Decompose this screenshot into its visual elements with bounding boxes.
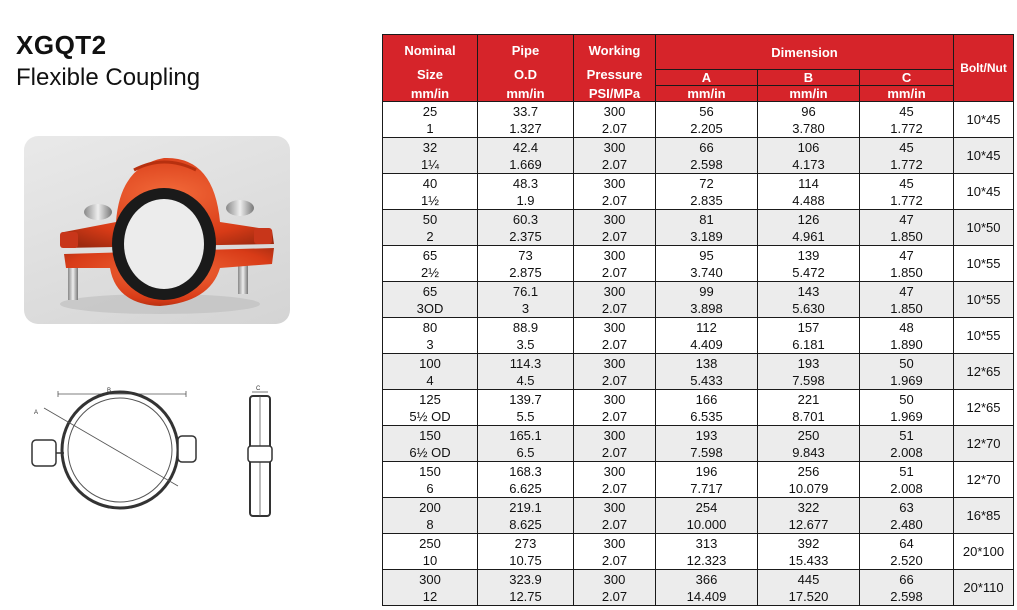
cell-dim-b: 114 4.488 <box>758 174 860 210</box>
cell-pressure: 300 2.07 <box>574 498 656 534</box>
cell-dim-b: 96 3.780 <box>758 102 860 138</box>
cell-dim-c: 51 2.008 <box>860 462 954 498</box>
cell-dim-a: 193 7.598 <box>656 426 758 462</box>
cell-bolt: 12*70 <box>954 426 1014 462</box>
spec-table <box>382 34 1014 606</box>
cell-pressure: 300 2.07 <box>574 426 656 462</box>
cell-dim-c: 66 2.598 <box>860 570 954 606</box>
cell-pressure: 300 2.07 <box>574 102 656 138</box>
cell-dim-c: 45 1.772 <box>860 102 954 138</box>
header-a-unit: mm/in <box>656 86 758 102</box>
cell-pressure: 300 2.07 <box>574 534 656 570</box>
table-row <box>383 570 1014 606</box>
cell-dim-c: 64 2.520 <box>860 534 954 570</box>
cell-bolt: 10*55 <box>954 318 1014 354</box>
cell-dim-a: 366 14.409 <box>656 570 758 606</box>
cell-od: 323.9 12.75 <box>478 570 574 606</box>
cell-dim-c: 50 1.969 <box>860 390 954 426</box>
cell-od: 219.1 8.625 <box>478 498 574 534</box>
product-model: XGQT2 <box>16 30 107 60</box>
cell-size: 80 3 <box>383 318 478 354</box>
cell-bolt: 12*70 <box>954 462 1014 498</box>
cell-size: 300 12 <box>383 570 478 606</box>
cell-dim-a: 138 5.433 <box>656 354 758 390</box>
cell-size: 200 8 <box>383 498 478 534</box>
cell-dim-b: 392 15.433 <box>758 534 860 570</box>
cell-size: 250 10 <box>383 534 478 570</box>
cell-size: 125 5½ OD <box>383 390 478 426</box>
cell-dim-b: 445 17.520 <box>758 570 860 606</box>
cell-pressure: 300 2.07 <box>574 138 656 174</box>
table-row <box>383 246 1014 282</box>
cell-dim-b: 106 4.173 <box>758 138 860 174</box>
cell-size: 100 4 <box>383 354 478 390</box>
label-c: C <box>256 386 261 392</box>
cell-dim-b: 250 9.843 <box>758 426 860 462</box>
cell-dim-b: 322 12.677 <box>758 498 860 534</box>
cell-od: 165.1 6.5 <box>478 426 574 462</box>
header-nominal: Nominal Size <box>383 35 478 86</box>
cell-dim-a: 112 4.409 <box>656 318 758 354</box>
cell-od: 73 2.875 <box>478 246 574 282</box>
table-row <box>383 318 1014 354</box>
cell-dim-a: 66 2.598 <box>656 138 758 174</box>
cell-dim-c: 51 2.008 <box>860 426 954 462</box>
cell-od: 114.3 4.5 <box>478 354 574 390</box>
cell-dim-a: 166 6.535 <box>656 390 758 426</box>
cell-od: 273 10.75 <box>478 534 574 570</box>
cell-size: 25 1 <box>383 102 478 138</box>
cell-dim-c: 47 1.850 <box>860 282 954 318</box>
cell-pressure: 300 2.07 <box>574 354 656 390</box>
cell-dim-c: 45 1.772 <box>860 174 954 210</box>
cell-dim-c: 63 2.480 <box>860 498 954 534</box>
cell-dim-c: 47 1.850 <box>860 246 954 282</box>
table-row <box>383 426 1014 462</box>
cell-dim-c: 47 1.850 <box>860 210 954 246</box>
header-dimension: Dimension <box>656 35 954 70</box>
table-row <box>383 102 1014 138</box>
product-photo <box>24 136 290 324</box>
label-b: B <box>107 388 112 394</box>
cell-bolt: 16*85 <box>954 498 1014 534</box>
cell-od: 42.4 1.669 <box>478 138 574 174</box>
header-b: B <box>758 70 860 86</box>
header-pressure-unit: PSI/MPa <box>574 86 656 102</box>
cell-dim-c: 48 1.890 <box>860 318 954 354</box>
cell-dim-b: 126 4.961 <box>758 210 860 246</box>
header-pipe-unit: mm/in <box>478 86 574 102</box>
cell-od: 60.3 2.375 <box>478 210 574 246</box>
header-working: Working Pressure <box>574 35 656 86</box>
cell-od: 88.9 3.5 <box>478 318 574 354</box>
cell-size: 50 2 <box>383 210 478 246</box>
coupling-side-drawing <box>244 384 276 520</box>
cell-pressure: 300 2.07 <box>574 210 656 246</box>
table-row <box>383 138 1014 174</box>
cell-dim-a: 313 12.323 <box>656 534 758 570</box>
header-nominal-unit: mm/in <box>383 86 478 102</box>
cell-od: 139.7 5.5 <box>478 390 574 426</box>
cell-pressure: 300 2.07 <box>574 462 656 498</box>
cell-size: 150 6½ OD <box>383 426 478 462</box>
cell-dim-a: 95 3.740 <box>656 246 758 282</box>
cell-dim-b: 157 6.181 <box>758 318 860 354</box>
cell-bolt: 10*55 <box>954 282 1014 318</box>
table-row <box>383 462 1014 498</box>
cell-bolt: 12*65 <box>954 354 1014 390</box>
cell-dim-b: 193 7.598 <box>758 354 860 390</box>
cell-dim-a: 72 2.835 <box>656 174 758 210</box>
cell-dim-b: 221 8.701 <box>758 390 860 426</box>
cell-dim-c: 45 1.772 <box>860 138 954 174</box>
spec-table-body <box>383 102 1014 606</box>
cell-dim-b: 143 5.630 <box>758 282 860 318</box>
cell-size: 32 1¼ <box>383 138 478 174</box>
cell-dim-a: 56 2.205 <box>656 102 758 138</box>
header-b-unit: mm/in <box>758 86 860 102</box>
cell-od: 76.1 3 <box>478 282 574 318</box>
cell-size: 40 1½ <box>383 174 478 210</box>
cell-dim-b: 139 5.472 <box>758 246 860 282</box>
cell-pressure: 300 2.07 <box>574 318 656 354</box>
header-c-unit: mm/in <box>860 86 954 102</box>
cell-pressure: 300 2.07 <box>574 570 656 606</box>
cell-size: 65 3OD <box>383 282 478 318</box>
cell-dim-a: 254 10.000 <box>656 498 758 534</box>
table-row <box>383 174 1014 210</box>
cell-od: 48.3 1.9 <box>478 174 574 210</box>
cell-dim-a: 99 3.898 <box>656 282 758 318</box>
cell-bolt: 12*65 <box>954 390 1014 426</box>
header-bolt: Bolt/Nut <box>954 35 1014 102</box>
table-row <box>383 534 1014 570</box>
cell-pressure: 300 2.07 <box>574 282 656 318</box>
cell-bolt: 10*50 <box>954 210 1014 246</box>
coupling-front-drawing <box>28 382 200 514</box>
cell-od: 168.3 6.625 <box>478 462 574 498</box>
product-name: Flexible Coupling <box>16 64 201 91</box>
cell-pressure: 300 2.07 <box>574 246 656 282</box>
header-pipe: Pipe O.D <box>478 35 574 86</box>
label-a: A <box>34 410 39 416</box>
cell-bolt: 10*45 <box>954 174 1014 210</box>
cell-bolt: 10*55 <box>954 246 1014 282</box>
cell-dim-b: 256 10.079 <box>758 462 860 498</box>
cell-pressure: 300 2.07 <box>574 390 656 426</box>
cell-od: 33.7 1.327 <box>478 102 574 138</box>
header-c: C <box>860 70 954 86</box>
cell-bolt: 10*45 <box>954 138 1014 174</box>
header-a: A <box>656 70 758 86</box>
table-row <box>383 498 1014 534</box>
cell-dim-c: 50 1.969 <box>860 354 954 390</box>
cell-size: 150 6 <box>383 462 478 498</box>
table-row <box>383 354 1014 390</box>
cell-dim-a: 196 7.717 <box>656 462 758 498</box>
cell-bolt: 20*100 <box>954 534 1014 570</box>
cell-size: 65 2½ <box>383 246 478 282</box>
cell-dim-a: 81 3.189 <box>656 210 758 246</box>
cell-bolt: 10*45 <box>954 102 1014 138</box>
table-row <box>383 210 1014 246</box>
cell-pressure: 300 2.07 <box>574 174 656 210</box>
table-row <box>383 390 1014 426</box>
cell-bolt: 20*110 <box>954 570 1014 606</box>
table-row <box>383 282 1014 318</box>
